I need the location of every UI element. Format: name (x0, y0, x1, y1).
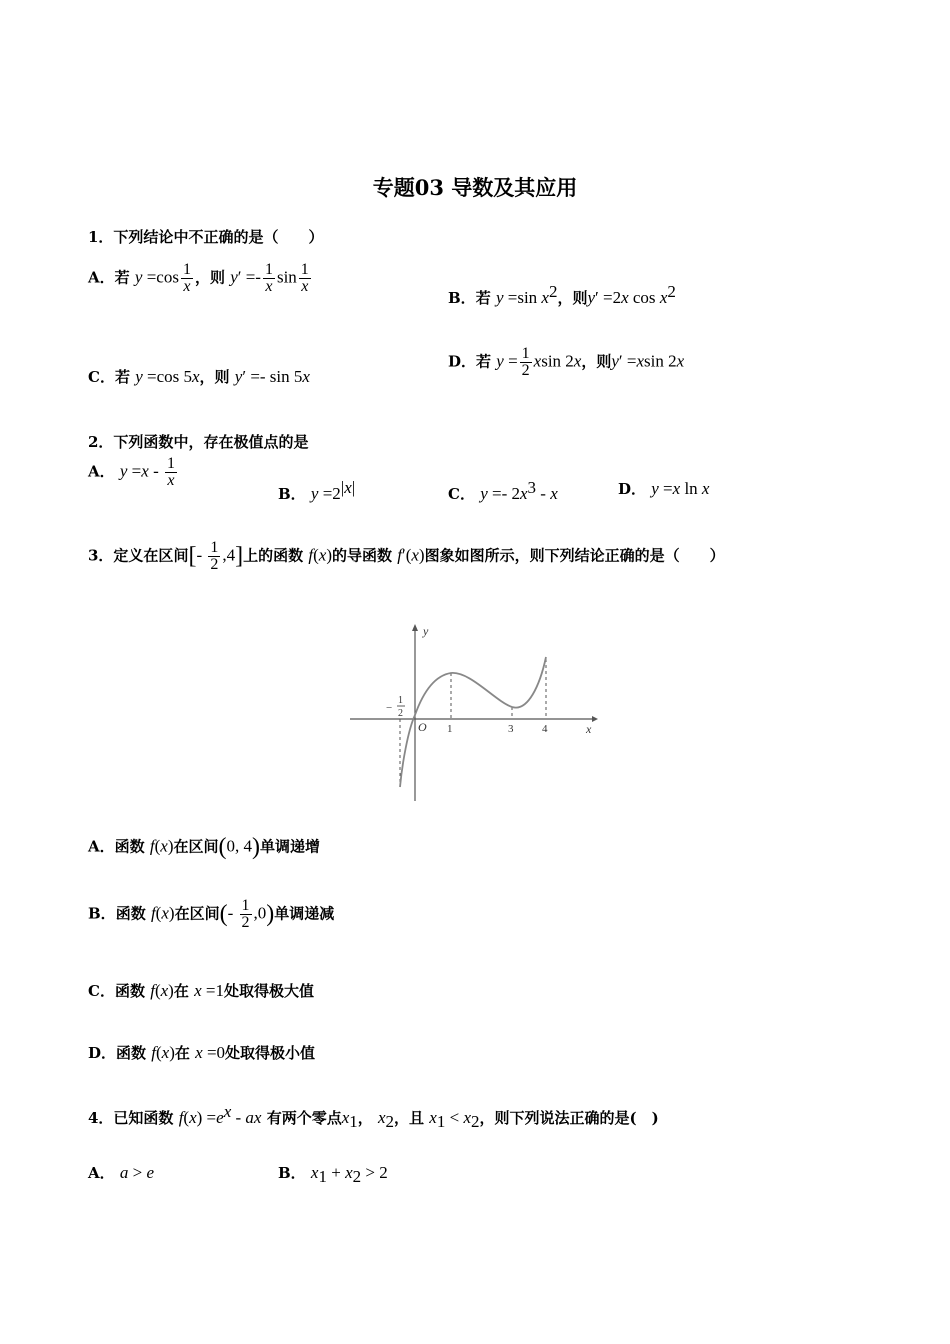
q1-option-d: D．若 y = $\frac{1}{2}$ xsin 2x，则y′ =xsin 2x (448, 345, 685, 379)
option-text: ，则 (557, 289, 588, 307)
option-text: 函数 (114, 837, 145, 856)
option-label: D． (88, 1044, 117, 1062)
option-label: A． (88, 268, 115, 287)
option-label: C． (88, 368, 115, 386)
option-label: A． (88, 837, 115, 856)
option-label: D． (618, 480, 647, 498)
q4-option-b: B． $x_1 + x_2 > 2$ (278, 1163, 388, 1186)
q2-option-d: D． y =x ln x (618, 479, 710, 498)
stem-text: 4．已知函数 (88, 1109, 174, 1127)
derivative-graph (340, 615, 600, 805)
option-text: 在区间 (174, 904, 220, 923)
option-text: 若 (114, 368, 130, 386)
option-text: 在 (173, 982, 189, 1000)
stem-text: ，且 (394, 1109, 425, 1127)
option-text: 在 (174, 1044, 190, 1062)
option-text: ，则 (199, 368, 230, 386)
option-text: 若 (114, 268, 130, 287)
tick-label-1: 1 (447, 723, 453, 735)
stem-text: 有两个零点 (266, 1109, 342, 1127)
stem-text: 的导函数 (332, 546, 393, 565)
q4-option-a: A． a > e (88, 1163, 155, 1182)
option-label: C． (88, 982, 115, 1000)
option-text: 在区间 (173, 837, 219, 856)
tick-label-4: 4 (542, 723, 548, 735)
option-label: B． (278, 1164, 306, 1182)
option-label: B． (278, 485, 306, 503)
x-axis-arrow (592, 716, 598, 722)
q3-option-a: A．函数 f(x)在区间(0, 4)单调递增 (88, 834, 321, 860)
tick-label-neg-sign: − (386, 702, 393, 714)
q4-stem: 4．已知函数 $f(x) =e^x$ - ax 有两个零点$x_1$， $x_2$，且 $x_1 < x_2$，则下列说法正确的是( ) (88, 1102, 659, 1131)
option-label: B． (88, 904, 116, 923)
q3-option-b: B．函数 f(x)在区间(- $\frac{1}{2}$ ,0)单调递减 (88, 897, 335, 931)
option-text: 单调递减 (274, 904, 335, 923)
q1-option-b: B．若 y =sin $x^2$，则y′ =2x $\cos x^2$ (448, 282, 676, 307)
stem-text: ， (357, 1109, 373, 1127)
option-label: B． (448, 289, 476, 307)
option-label: A． (88, 1164, 115, 1182)
x-axis-label: x (586, 722, 592, 736)
q3-option-d: D．函数 f(x)在 x =0处取得极小值 (88, 1043, 316, 1062)
option-text: 函数 (116, 1044, 147, 1062)
page-title: 专题03 导数及其应用 (372, 175, 578, 200)
option-text: 处取得极小值 (225, 1044, 316, 1062)
option-text: 函数 (115, 904, 146, 923)
option-label: D． (448, 352, 477, 371)
origin-label: O (418, 720, 427, 734)
q2-stem: 2．下列函数中，存在极值点的是 (88, 433, 309, 451)
q2-option-b: B． $y =2^{|x|}$ (278, 478, 356, 503)
q3-option-c: C．函数 f(x)在 x =1处取得极大值 (88, 981, 314, 1000)
q1-option-c: C．若 y =cos 5x，则 y′ =- sin 5x (88, 367, 310, 386)
q1-option-a: A．若 y =cos $\frac{1}{x}$ ，则 y′ =- $\frac{1}{x}$ sin $\frac{1}{x}$ (88, 261, 309, 295)
stem-text: 3．定义在区间 (88, 546, 189, 565)
option-label: A． (88, 462, 115, 481)
q2-option-a: A． y =x - $\frac{1}{x}$ (88, 455, 175, 489)
option-text: 函数 (114, 982, 145, 1000)
stem-text: 上的函数 (243, 546, 304, 565)
option-text: 单调递增 (260, 837, 321, 856)
q1-stem: 1．下列结论中不正确的是（ ） (88, 228, 324, 246)
stem-text: ，则下列说法正确的是( ) (479, 1109, 659, 1127)
stem-text: 图象如图所示，则下列结论正确的是（ ） (424, 546, 725, 565)
formula: y (134, 267, 143, 287)
option-label: C． (448, 485, 475, 503)
option-text: 若 (476, 352, 492, 371)
option-text: ，则 (581, 352, 612, 371)
option-text: ，则 (194, 268, 225, 287)
tick-label-half-num: 1 (398, 695, 403, 706)
tick-label-half-den: 2 (398, 708, 403, 719)
q3-stem: 3．定义在区间[- $\frac{1}{2}$ ,4]上的函数 f(x)的导函数 f′(x)图象如图所示，则下列结论正确的是（ ） (88, 539, 725, 573)
tick-label-3: 3 (508, 723, 514, 735)
y-axis-arrow (412, 624, 418, 631)
q2-option-c: C． $y =- 2x^3 - x$ (448, 478, 558, 503)
y-axis-label: y (423, 624, 429, 638)
option-text: 若 (475, 289, 491, 307)
option-text: 处取得极大值 (223, 982, 314, 1000)
